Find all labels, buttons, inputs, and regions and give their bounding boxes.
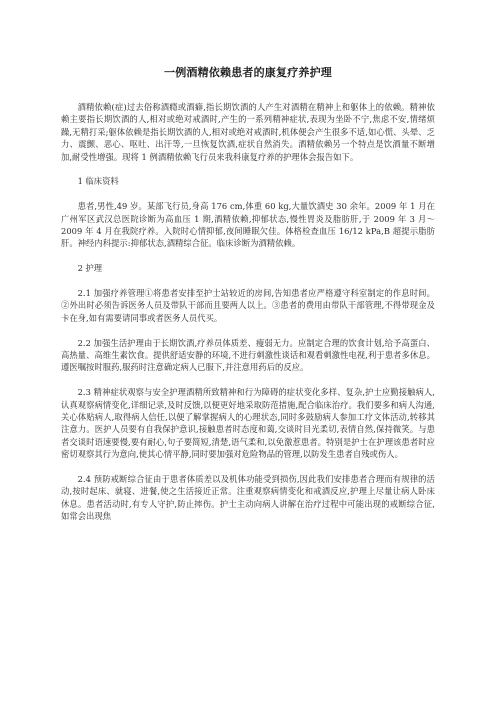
nursing-management-paragraph: 2.1 加强疗养管理①将患者安排至护士站较近的房间,告知患者应严格遵守科室制定的作息时间。②外出时必须告诉医务人员及带队干部而且要两人以上。③患者的费用由带队干部管理,不得带现金及卡在身,如有需要请同事或者医务人员代买。	[61, 288, 435, 323]
section-1-heading: 1 临床资料	[77, 176, 119, 187]
clinical-data-paragraph: 患者,男性,49 岁。某部飞行员,身高 176 cm,体重 60 kg,大量饮酒史 30 余年。2009 年 1 月在广州军区武汉总医院诊断为高血压 1 期,酒精依赖,抑郁状态,慢性胃炎及脂肪肝,于 2009 年 3 月～2009 年 4 月在我院疗养。入院时心情抑郁,夜间睡眠欠佳。体格检查血压 16/12 kPa,B 超提示脂肪肝。神经内科提示:抑郁状态,酒精综合征。临床诊断为酒精依赖。	[61, 201, 435, 249]
mental-safety-paragraph: 2.3 精神症状观察与安全护理酒精所致精神和行为障碍的症状变化多样、复杂,护士应勤接触病人,认真观察病情变化,详细记录,及时反馈,以便更好地采取防范措施,配合临床治疗。我们要多和病人沟通,关心体贴病人,取得病人信任,以便了解掌握病人的心理状态,同时多鼓励病人参加工疗文体活动,转移其注意力。医护人员要有自我保护意识,接触患者时态度和蔼,交谈时目光柔切,表情自然,保持微笑。与患者交谈时语速要慢,要有耐心,句子要简短,清楚,语气柔和,以免激惹患者。特别是护士在护理该患者时应密切观察其行为意向,使其心情平静,同时要加强对危险物品的管理,以防发生患者自残或伤人。	[61, 387, 435, 460]
intro-paragraph: 酒精依赖(症)过去俗称酒瘾或酒癖,指长期饮酒的人产生对酒精在精神上和躯体上的依赖。精神依赖主要指长期饮酒的人,相对或绝对戒酒时,产生的一系列精神症状,表现为坐卧不宁,焦虑不安,情绪烦躁,无精打采;躯体依赖是指长期饮酒的人,相对或绝对戒酒时,机体便会产生很多不适,如心慌、头晕、乏力、震颤、恶心、呕吐、出汗等,一旦恢复饮酒,症状自然消失。酒精依赖另一个特点是饮酒量不断增加,耐受性增强。现将 1 例酒精依赖飞行员来我科康复疗养的护理体会报告如下。	[61, 102, 435, 162]
life-care-paragraph: 2.2 加强生活护理由于长期饮酒,疗养员体质差、瘦弱无力。应制定合理的饮食计划,给予高蛋白、高热量、高维生素饮食。提供舒适安静的环境,不进行刺激性谈话和观看刺激性电视,利于患者多休息。遵医嘱按时服药,服药时注意确定病人已服下,并注意用药后的反应。	[61, 337, 435, 373]
document-title: 一例酒精依赖患者的康复疗养护理	[164, 66, 332, 79]
withdrawal-prevention-paragraph: 2.4 预防戒断综合征由于患者体质差以及机体功能受到损伤,因此我们安排患者合理而有规律的活动,按时起床、就寝、进餐,使之生活接近正常。注重观察病情变化和戒酒反应,护理上尽量让病人卧床休息。患者活动时,有专人守护,防止摔伤。护士主动向病人讲解在治疗过程中可能出现的戒断综合征,如常会出现焦	[61, 474, 435, 522]
section-2-heading: 2 护理	[77, 263, 103, 274]
